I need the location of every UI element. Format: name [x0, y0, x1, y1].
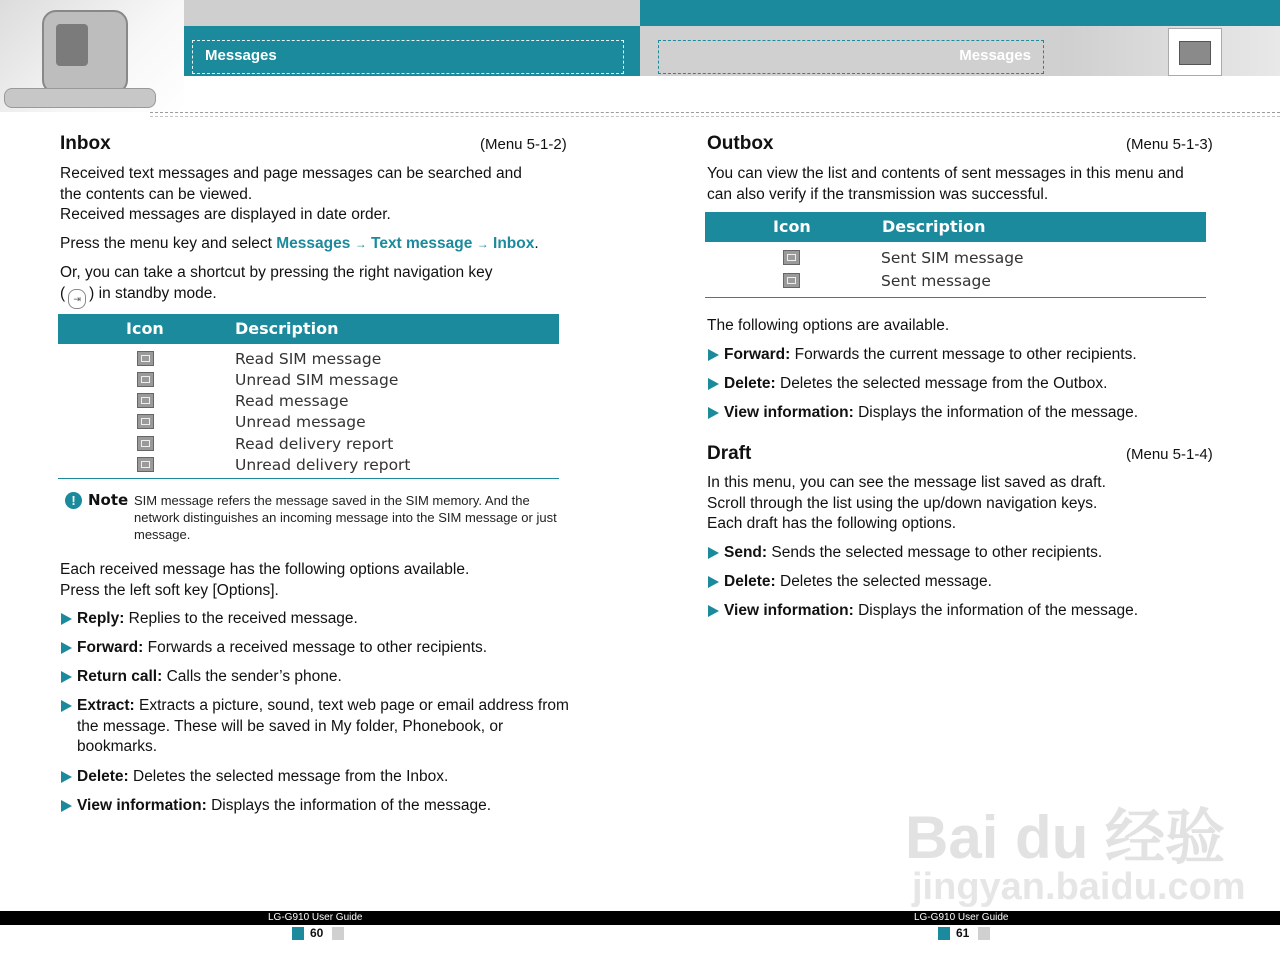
read-delivery-report-icon: [137, 436, 154, 451]
draft-option-delete: [708, 572, 1224, 593]
inbox-shortcut: [60, 263, 580, 309]
option-forward: [61, 638, 577, 659]
draft-intro-line3: Each draft has the following options.: [707, 515, 957, 532]
option-return-call: [61, 667, 577, 688]
header-title-box-right: [658, 40, 1044, 74]
unread-sim-message-icon: [137, 372, 154, 387]
outbox-table-header: [705, 212, 1206, 242]
bullet-triangle-icon: [61, 700, 72, 712]
header-title-right: Messages: [959, 47, 1031, 64]
unread-message-icon: [137, 414, 154, 429]
option-label: Return call:: [77, 668, 163, 685]
inbox-title: Inbox: [60, 133, 111, 154]
options-intro-line1: Each received message has the following options available.: [60, 561, 470, 578]
inbox-path-suffix: .: [534, 235, 539, 252]
option-text: Forwards a received message to other recipients.: [143, 639, 488, 656]
header-band-right-teal: [640, 0, 1280, 26]
option-text: Displays the information of the message.: [853, 602, 1139, 619]
path-inbox: Inbox: [493, 235, 535, 252]
page-marker-gray-right: [978, 927, 990, 940]
page-marker-teal-left: [292, 927, 304, 940]
read-message-icon: [137, 393, 154, 408]
bullet-triangle-icon: [61, 613, 72, 625]
option-delete: [61, 767, 577, 788]
draft-option-view-information: [708, 601, 1224, 622]
option-label: Reply:: [77, 610, 125, 627]
outbox-option-forward: [708, 345, 1224, 366]
phone-body: [42, 10, 128, 94]
footer-bar: [0, 911, 1280, 925]
option-label: Delete:: [77, 768, 129, 785]
option-label: Delete:: [724, 573, 776, 590]
bullet-triangle-icon: [61, 642, 72, 654]
outbox-col-description: Description: [882, 217, 986, 236]
note-text: SIM message refers the message saved in the SIM memory. And the network distinguishes an incoming message into the SIM message or just message.: [134, 493, 557, 542]
option-label: View information:: [724, 404, 854, 421]
option-text: Sends the selected message to other recipients.: [767, 544, 1103, 561]
outbox-option-view-information: [708, 403, 1224, 424]
inbox-path-prefix: Press the menu key and select: [60, 235, 277, 252]
row-label: Sent SIM message: [881, 249, 1024, 267]
inbox-path: [60, 234, 580, 255]
inbox-options-intro: [60, 560, 580, 601]
option-label: Send:: [724, 544, 768, 561]
row-label: Unread message: [235, 413, 366, 431]
inbox-menu-ref: (Menu 5-1-2): [480, 136, 567, 153]
note-exclamation-icon: !: [65, 492, 82, 509]
sent-message-icon: [783, 273, 800, 288]
table-row: [705, 248, 1206, 269]
bullet-triangle-icon: [61, 671, 72, 683]
shortcut-tail: ) in standby mode.: [89, 284, 217, 302]
unread-delivery-report-icon: [137, 457, 154, 472]
option-text: Calls the sender’s phone.: [162, 668, 342, 685]
table-row: [58, 412, 559, 433]
footer-guide-right: LG-G910 User Guide: [914, 912, 1009, 923]
header-divider: [150, 112, 1280, 113]
option-text: Forwards the current message to other recipients.: [790, 346, 1137, 363]
navigation-key-icon: ⇥: [68, 289, 86, 309]
table-row: [58, 370, 559, 391]
table-row: [58, 455, 559, 476]
header-band-left: [184, 26, 640, 76]
draft-intro: [707, 473, 1227, 535]
option-label: Extract:: [77, 697, 135, 714]
draft-intro-line2: Scroll through the list using the up/down navigation keys.: [707, 494, 1098, 512]
option-text: Extracts a picture, sound, text web page or email address from the message. These will be saved in My folder, Phonebook, or bookmarks.: [77, 697, 569, 755]
option-view-information: [61, 796, 577, 817]
footer-guide-left: LG-G910 User Guide: [268, 912, 363, 923]
inbox-intro-line2: the contents can be viewed.: [60, 185, 253, 203]
row-label: Sent message: [881, 272, 991, 290]
inbox-shortcut-line2: [60, 284, 580, 309]
inbox-intro: [60, 164, 580, 226]
draft-option-send: [708, 543, 1224, 564]
page-marker-teal-right: [938, 927, 950, 940]
draft-intro-line1: In this menu, you can see the message list saved as draft.: [707, 474, 1106, 491]
header-title-left: Messages: [205, 47, 277, 64]
row-label: Unread SIM message: [235, 371, 399, 389]
option-label: View information:: [724, 602, 854, 619]
inbox-col-icon: Icon: [126, 319, 164, 338]
page-marker-gray-left: [332, 927, 344, 940]
outbox-table-bottom-rule: [705, 297, 1206, 298]
row-label: Read delivery report: [235, 435, 394, 453]
inbox-intro-line3: Received messages are displayed in date order.: [60, 206, 391, 223]
row-label: Read SIM message: [235, 350, 382, 368]
option-text: Deletes the selected message.: [775, 573, 992, 590]
bullet-triangle-icon: [61, 800, 72, 812]
outbox-options-intro: The following options are available.: [707, 317, 950, 334]
table-row: [705, 271, 1206, 292]
draft-title: Draft: [707, 443, 752, 464]
outbox-title: Outbox: [707, 133, 774, 154]
option-label: Delete:: [724, 375, 776, 392]
option-text: Replies to the received message.: [124, 610, 358, 627]
bullet-triangle-icon: [708, 407, 719, 419]
option-label: Forward:: [77, 639, 144, 656]
bullet-triangle-icon: [708, 378, 719, 390]
outbox-col-icon: Icon: [773, 217, 811, 236]
bullet-triangle-icon: [61, 771, 72, 783]
outbox-menu-ref: (Menu 5-1-3): [1126, 136, 1213, 153]
page-number-right: 61: [956, 926, 970, 940]
page-number-left: 60: [310, 926, 324, 940]
path-arrow-icon: →: [476, 237, 489, 251]
outbox-intro: [707, 164, 1227, 205]
inbox-shortcut-line1: Or, you can take a shortcut by pressing the right navigation key: [60, 264, 493, 281]
inbox-table-header: [58, 314, 559, 344]
header-band-left-gray: [184, 0, 640, 26]
phone-screen: [56, 24, 88, 66]
option-label: Forward:: [724, 346, 791, 363]
outbox-option-delete: [708, 374, 1224, 395]
table-row: [58, 391, 559, 412]
path-text-message: Text message: [371, 235, 473, 252]
bullet-triangle-icon: [708, 605, 719, 617]
watermark-logo: Bai du 经验: [905, 804, 1226, 871]
watermark-url: jingyan.baidu.com: [912, 866, 1246, 908]
options-intro-line2: Press the left soft key [Options].: [60, 581, 279, 599]
inbox-table-bottom-rule: [58, 478, 559, 479]
option-label: View information:: [77, 797, 207, 814]
option-extract: [61, 696, 577, 758]
note-label: Note: [88, 491, 129, 509]
option-text: Deletes the selected message from the Inbox.: [128, 768, 449, 785]
row-label: Unread delivery report: [235, 456, 411, 474]
draft-menu-ref: (Menu 5-1-4): [1126, 446, 1213, 463]
bullet-triangle-icon: [708, 576, 719, 588]
outbox-intro-line2: can also verify if the transmission was successful.: [707, 185, 1049, 203]
path-messages: Messages: [276, 235, 351, 252]
option-text: Displays the information of the message.: [206, 797, 492, 814]
outbox-intro-line1: You can view the list and contents of sent messages in this menu and: [707, 165, 1184, 182]
sent-sim-message-icon: [783, 250, 800, 265]
read-sim-message-icon: [137, 351, 154, 366]
phone-base: [4, 88, 156, 108]
mail-icon: [1168, 28, 1222, 76]
inbox-col-description: Description: [235, 319, 339, 338]
option-reply: [61, 609, 577, 630]
inbox-intro-line1: Received text messages and page messages can be searched and: [60, 165, 522, 182]
paren-open: (: [60, 284, 66, 302]
header-title-box-left: [192, 40, 624, 74]
table-row: [58, 434, 559, 455]
option-text: Displays the information of the message.: [853, 404, 1139, 421]
header-divider-2: [150, 116, 1280, 117]
row-label: Read message: [235, 392, 349, 410]
phone-image-left: [0, 0, 184, 112]
bullet-triangle-icon: [708, 547, 719, 559]
table-row: [58, 349, 559, 370]
bullet-triangle-icon: [708, 349, 719, 361]
option-text: Deletes the selected message from the Outbox.: [775, 375, 1108, 392]
path-arrow-icon: →: [354, 237, 367, 251]
